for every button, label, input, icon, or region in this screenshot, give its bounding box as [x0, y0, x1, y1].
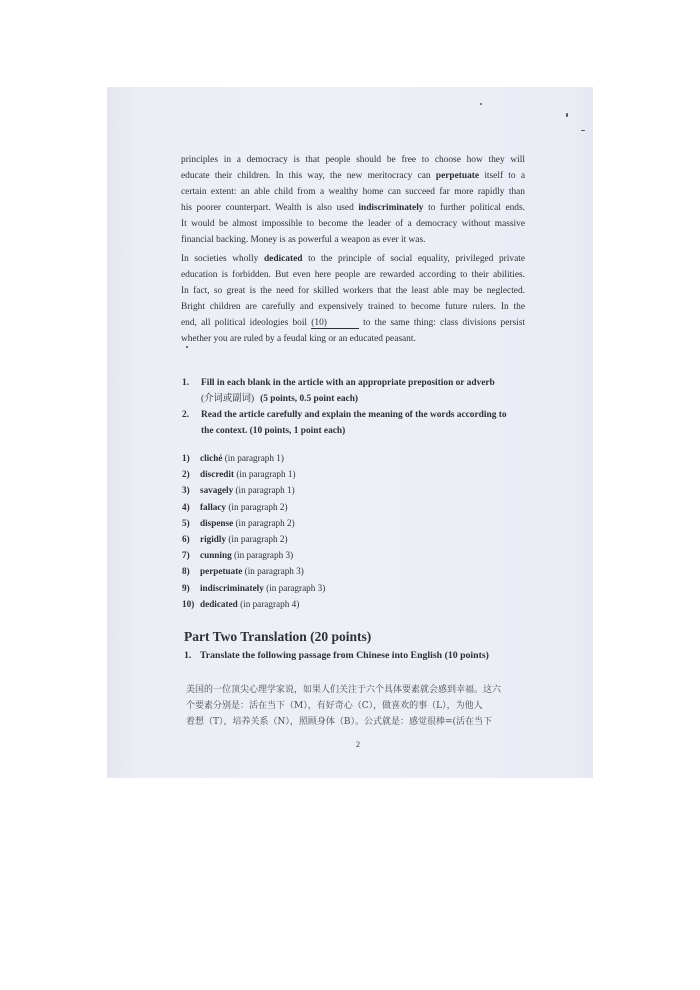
- text-line: [181, 200, 525, 216]
- vocab-number: 5): [182, 517, 190, 528]
- text-line: [181, 315, 525, 331]
- section-heading: Part Two Translation (20 points): [184, 629, 372, 644]
- vocab-reference: (in paragraph 1): [235, 485, 295, 496]
- vocab-word: dedicated: [200, 598, 238, 609]
- text-line: [181, 168, 525, 184]
- instruction-text: Read the article carefully and explain the meaning of the words according to: [201, 410, 507, 420]
- task-text: Translate the following passage from Chinese into English (10 points): [200, 650, 489, 661]
- vocab-item: [182, 563, 422, 579]
- text-line: [181, 216, 525, 232]
- passage-line: 美国的一位顶尖心理学家说，如果人们关注于六个具体要素就会感到幸福。这六: [186, 685, 502, 695]
- vocab-item: [182, 466, 422, 482]
- text-segment: whether you are ruled by a feudal king or an educated peasant.: [181, 334, 416, 344]
- vocab-item: [182, 547, 422, 563]
- vocab-reference: (in paragraph 3): [266, 582, 326, 593]
- instruction-1-continued: [182, 391, 534, 407]
- text-segment: to further political ends.: [423, 203, 525, 213]
- instruction-number: 1.: [182, 378, 190, 388]
- article-paragraph-continued: [181, 152, 525, 248]
- vocab-number: 10): [182, 598, 195, 609]
- text-segment: financial backing. Money is as powerful a weapon as ever it was.: [181, 235, 426, 245]
- text-segment: itself to a: [479, 171, 526, 181]
- vocab-word: cunning: [200, 550, 232, 561]
- scan-speck: [581, 130, 585, 131]
- text-line: [181, 331, 525, 347]
- text-line: [181, 267, 525, 283]
- text-line: [181, 251, 525, 267]
- vocab-number: 6): [182, 534, 190, 545]
- blank-number: (10): [311, 318, 327, 328]
- vocab-reference: (in paragraph 2): [228, 534, 288, 545]
- vocab-item: [182, 515, 422, 531]
- instruction-points: (5 points, 0.5 point each): [260, 394, 359, 404]
- vocab-word: fallacy: [200, 501, 227, 512]
- passage-line: 着想（T），培养关系（N），照顾身体（B）。公式就是：感觉很棒=(活在当下: [186, 717, 493, 727]
- vocab-item: [182, 531, 422, 547]
- text-segment: education is forbidden. But even here people are rewarded according to their abilities.: [181, 270, 525, 280]
- instruction-2-continued: [182, 423, 534, 439]
- vocab-reference: (in paragraph 4): [240, 598, 300, 609]
- text-segment: certain extent: an able child from a wealthy home can succeed far more rapidly than: [181, 187, 525, 197]
- vocab-reference: (in paragraph 3): [244, 566, 304, 577]
- instruction-chinese-note: (介词或副词): [201, 394, 255, 404]
- vocab-word: savagely: [200, 485, 234, 496]
- vocab-word: indiscriminately: [200, 582, 264, 593]
- scan-speck: [480, 103, 482, 105]
- key-word: perpetuate: [435, 171, 480, 181]
- text-line: [181, 232, 525, 248]
- vocabulary-list: [182, 450, 422, 612]
- text-line: [181, 152, 525, 168]
- text-segment: It would be almost impossible to become the leader of a democracy without massive: [181, 219, 525, 229]
- instruction-text: Fill in each blank in the article with an appropriate preposition or adverb: [201, 378, 495, 388]
- vocab-number: 7): [182, 550, 190, 561]
- vocab-word: cliché: [200, 453, 223, 463]
- text-segment: to the principle of social equality, privileged private: [302, 254, 525, 264]
- passage-line: 个要素分别是：活在当下（M），有好奇心（C），做喜欢的事（L），为他人: [186, 701, 483, 711]
- text-segment: educate their children. In this way, the new meritocracy can: [181, 171, 436, 181]
- instruction-2: [182, 407, 534, 423]
- key-word: dedicated: [263, 254, 303, 264]
- vocab-reference: (in paragraph 3): [233, 550, 294, 561]
- text-segment: end, all political ideologies boil: [181, 318, 312, 328]
- answer-blank: [311, 318, 359, 329]
- instructions: [182, 375, 534, 439]
- vocab-number: 8): [182, 566, 190, 577]
- vocab-word: dispense: [200, 517, 234, 528]
- vocab-item: [182, 580, 422, 596]
- text-segment: to the same thing: class divisions persist: [358, 318, 526, 328]
- vocab-item: [182, 499, 422, 515]
- article-paragraph: [181, 251, 525, 347]
- vocab-word: rigidly: [200, 534, 227, 545]
- vocab-reference: (in paragraph 2): [235, 517, 295, 528]
- text-segment: In societies wholly: [181, 254, 264, 264]
- chinese-passage: [186, 682, 526, 730]
- scan-speck: [566, 113, 568, 117]
- text-segment: Bright children are carefully and expensively trained to become future rulers. In the: [181, 302, 525, 312]
- text-line: [181, 184, 525, 200]
- vocab-number: 2): [182, 469, 190, 480]
- vocab-item: [182, 482, 422, 498]
- vocab-reference: (in paragraph 2): [228, 501, 288, 512]
- vocab-number: 9): [182, 582, 190, 593]
- vocab-number: 1): [182, 453, 190, 463]
- text-segment: his poorer counterpart. Wealth is also used: [181, 203, 359, 213]
- task-number: 1.: [184, 650, 192, 661]
- text-line: [181, 283, 525, 299]
- page-number: 2: [356, 740, 360, 749]
- translation-task: [184, 648, 489, 664]
- vocab-reference: (in paragraph 1): [224, 453, 284, 463]
- vocab-number: 3): [182, 485, 190, 496]
- instruction-1: [182, 375, 534, 391]
- text-line: [181, 299, 525, 315]
- key-word: indiscriminately: [358, 203, 424, 213]
- text-segment: In fact, so great is the need for skilled workers that the least able may be neglected.: [181, 286, 525, 296]
- vocab-item: [182, 450, 422, 466]
- instruction-text: the context. (10 points, 1 point each): [201, 426, 346, 436]
- vocab-item: [182, 596, 422, 612]
- vocab-word: discredit: [200, 469, 235, 480]
- vocab-number: 4): [182, 501, 190, 512]
- instruction-number: 2.: [182, 410, 190, 420]
- vocab-word: perpetuate: [200, 566, 243, 577]
- text-segment: principles in a democracy is that people should be free to choose how they will: [181, 155, 525, 165]
- vocab-reference: (in paragraph 1): [236, 469, 296, 480]
